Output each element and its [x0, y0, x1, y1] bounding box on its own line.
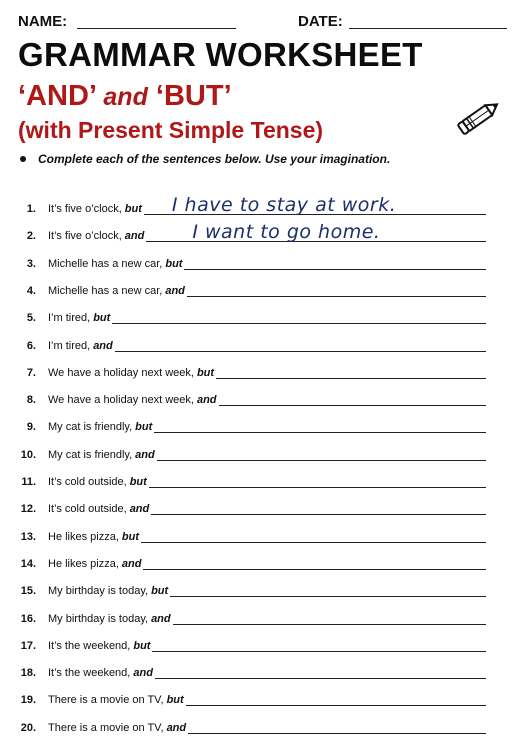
sentence-text: [48, 221, 486, 244]
sentence-number: 17.: [20, 639, 36, 652]
sentence-conjunction: and: [166, 721, 187, 734]
sentence-stem: It’s cold outside,: [48, 503, 127, 516]
sentence-number: 14.: [20, 557, 36, 570]
sentence-number: 8.: [26, 394, 36, 407]
sentence-number: 2.: [26, 230, 36, 243]
subtitle-and: ‘AND’: [18, 80, 96, 112]
worksheet-subtitle: [18, 80, 232, 113]
answer-field[interactable]: [155, 667, 486, 679]
sentence-text: [48, 285, 486, 297]
sentence-number: 11.: [21, 476, 36, 488]
sentence-conjunction: and: [93, 339, 113, 352]
sentence-conjunction: but: [121, 530, 140, 543]
sentence-row: [0, 282, 527, 302]
date-field[interactable]: [349, 28, 507, 29]
sentence-conjunction: and: [135, 448, 155, 461]
sentence-stem: My cat is friendly,: [48, 448, 133, 461]
name-field[interactable]: [77, 28, 236, 29]
sentence-stem: It’s the weekend,: [48, 639, 131, 652]
instruction-text: [20, 152, 390, 166]
sentence-row: [0, 555, 527, 575]
sentence-row: [0, 255, 527, 275]
pencil-icon: [455, 96, 503, 138]
sentence-number: 19.: [20, 694, 36, 707]
sentence-conjunction: but: [129, 476, 147, 488]
sentence-text: [48, 194, 486, 216]
handwritten-answer: I want to go home.: [192, 221, 381, 244]
sentence-text: [48, 394, 486, 406]
answer-field[interactable]: [184, 258, 486, 270]
bullet-icon: [20, 156, 26, 162]
name-label: NAME:: [18, 13, 68, 30]
answer-field[interactable]: [186, 694, 486, 706]
sentence-conjunction: and: [129, 503, 150, 516]
sentence-stem: We have a holiday next week,: [48, 366, 194, 379]
sentence-conjunction: but: [124, 203, 142, 215]
sentence-text: [48, 667, 486, 679]
sentence-stem: It’s cold outside,: [48, 476, 127, 488]
sentence-number: 10.: [20, 448, 36, 461]
sentence-stem: My birthday is today,: [48, 585, 149, 598]
sentence-stem: It’s five o’clock,: [48, 230, 122, 243]
sentence-text: [48, 722, 486, 734]
sentence-row: [0, 528, 527, 548]
answer-field[interactable]: [170, 585, 486, 597]
sentence-number: 3.: [26, 257, 36, 270]
answer-field[interactable]: [115, 340, 486, 352]
sentence-text: [48, 258, 486, 270]
sentence-conjunction: but: [93, 312, 111, 325]
answer-field[interactable]: [154, 421, 486, 433]
sentence-number: 20.: [20, 721, 36, 734]
instruction-label: Complete each of the sentences below. Use your imagination.: [38, 152, 391, 166]
sentence-text: [48, 640, 486, 652]
sentence-stem: There is a movie on TV,: [48, 694, 164, 707]
sentence-number: 7.: [26, 366, 36, 379]
answer-field[interactable]: [144, 194, 486, 216]
sentence-text: [48, 312, 486, 324]
sentence-text: [48, 449, 486, 461]
answer-field[interactable]: [151, 503, 486, 515]
sentence-stem: My cat is friendly,: [48, 421, 133, 434]
sentence-row: [0, 364, 527, 384]
sentence-row: [0, 194, 527, 220]
sentence-conjunction: and: [121, 557, 142, 570]
sentence-stem: My birthday is today,: [48, 612, 149, 625]
sentence-row: [0, 221, 527, 247]
sentence-conjunction: and: [151, 612, 171, 625]
sentence-row: [0, 418, 527, 438]
sentence-stem: We have a holiday next week,: [48, 394, 194, 407]
sentence-stem: It’s the weekend,: [48, 667, 131, 680]
sentence-number: 4.: [26, 284, 36, 297]
sentence-conjunction: but: [166, 694, 184, 707]
sentence-conjunction: and: [124, 230, 145, 243]
answer-field[interactable]: [219, 394, 486, 406]
sentence-row: [0, 473, 527, 493]
sentence-text: [48, 367, 486, 379]
sentence-number: 5.: [26, 312, 36, 325]
sentence-stem: He likes pizza,: [48, 530, 119, 543]
sentence-row: [0, 719, 527, 739]
subtitle-connector: and: [103, 83, 148, 111]
sentence-stem: It’s five o’clock,: [48, 203, 122, 215]
sentence-number: 12.: [20, 503, 36, 516]
sentence-text: [48, 585, 486, 597]
sentence-number: 13.: [20, 530, 36, 543]
sentence-text: [48, 421, 486, 433]
worksheet-tense-note: (with Present Simple Tense): [18, 117, 324, 143]
handwritten-answer: I have to stay at work.: [171, 194, 397, 216]
answer-field[interactable]: [112, 312, 486, 324]
sentence-text: [48, 531, 486, 543]
sentence-conjunction: and: [165, 284, 185, 297]
sentence-row: [0, 582, 527, 602]
sentence-text: [48, 476, 486, 488]
sentence-text: [48, 558, 486, 570]
worksheet-title: GRAMMAR WORKSHEET: [18, 36, 423, 73]
sentence-text: [48, 694, 486, 706]
sentence-stem: Michelle has a new car,: [48, 284, 163, 297]
sentence-conjunction: but: [196, 366, 215, 379]
sentence-row: [0, 637, 527, 657]
sentence-number: 6.: [26, 339, 36, 352]
sentence-row: [0, 664, 527, 684]
sentence-conjunction: but: [151, 585, 169, 598]
answer-field[interactable]: [216, 367, 486, 379]
sentence-stem: Michelle has a new car,: [48, 257, 163, 270]
sentence-text: [48, 340, 486, 352]
sentence-stem: I’m tired,: [48, 339, 91, 352]
sentence-row: [0, 610, 527, 630]
sentence-row: [0, 500, 527, 520]
sentence-number: 16.: [20, 612, 36, 625]
answer-field[interactable]: [152, 640, 486, 652]
answer-field[interactable]: [149, 476, 486, 488]
sentence-conjunction: and: [196, 394, 217, 407]
date-label: DATE:: [298, 13, 343, 30]
sentence-text: [48, 503, 486, 515]
answer-field[interactable]: [173, 613, 486, 625]
sentence-number: 15.: [20, 585, 36, 598]
subtitle-but: ‘BUT’: [155, 80, 232, 112]
sentence-number: 18.: [20, 667, 36, 680]
sentence-row: [0, 309, 527, 329]
sentence-number: 1.: [26, 203, 36, 215]
sentence-conjunction: but: [133, 639, 151, 652]
sentence-row: [0, 691, 527, 711]
answer-field[interactable]: [187, 285, 486, 297]
sentence-stem: There is a movie on TV,: [48, 721, 164, 734]
answer-field[interactable]: [188, 722, 486, 734]
sentence-stem: He likes pizza,: [48, 557, 119, 570]
sentence-text: [48, 613, 486, 625]
answer-field[interactable]: [141, 531, 486, 543]
sentence-conjunction: but: [165, 257, 183, 270]
sentence-number: 9.: [26, 421, 36, 434]
sentence-row: [0, 446, 527, 466]
answer-field[interactable]: [157, 449, 486, 461]
sentence-conjunction: and: [133, 667, 153, 680]
sentence-conjunction: but: [135, 421, 153, 434]
sentence-row: [0, 391, 527, 411]
sentence-row: [0, 337, 527, 357]
sentence-stem: I’m tired,: [48, 312, 91, 325]
answer-field[interactable]: [143, 558, 486, 570]
answer-field[interactable]: [146, 221, 486, 244]
